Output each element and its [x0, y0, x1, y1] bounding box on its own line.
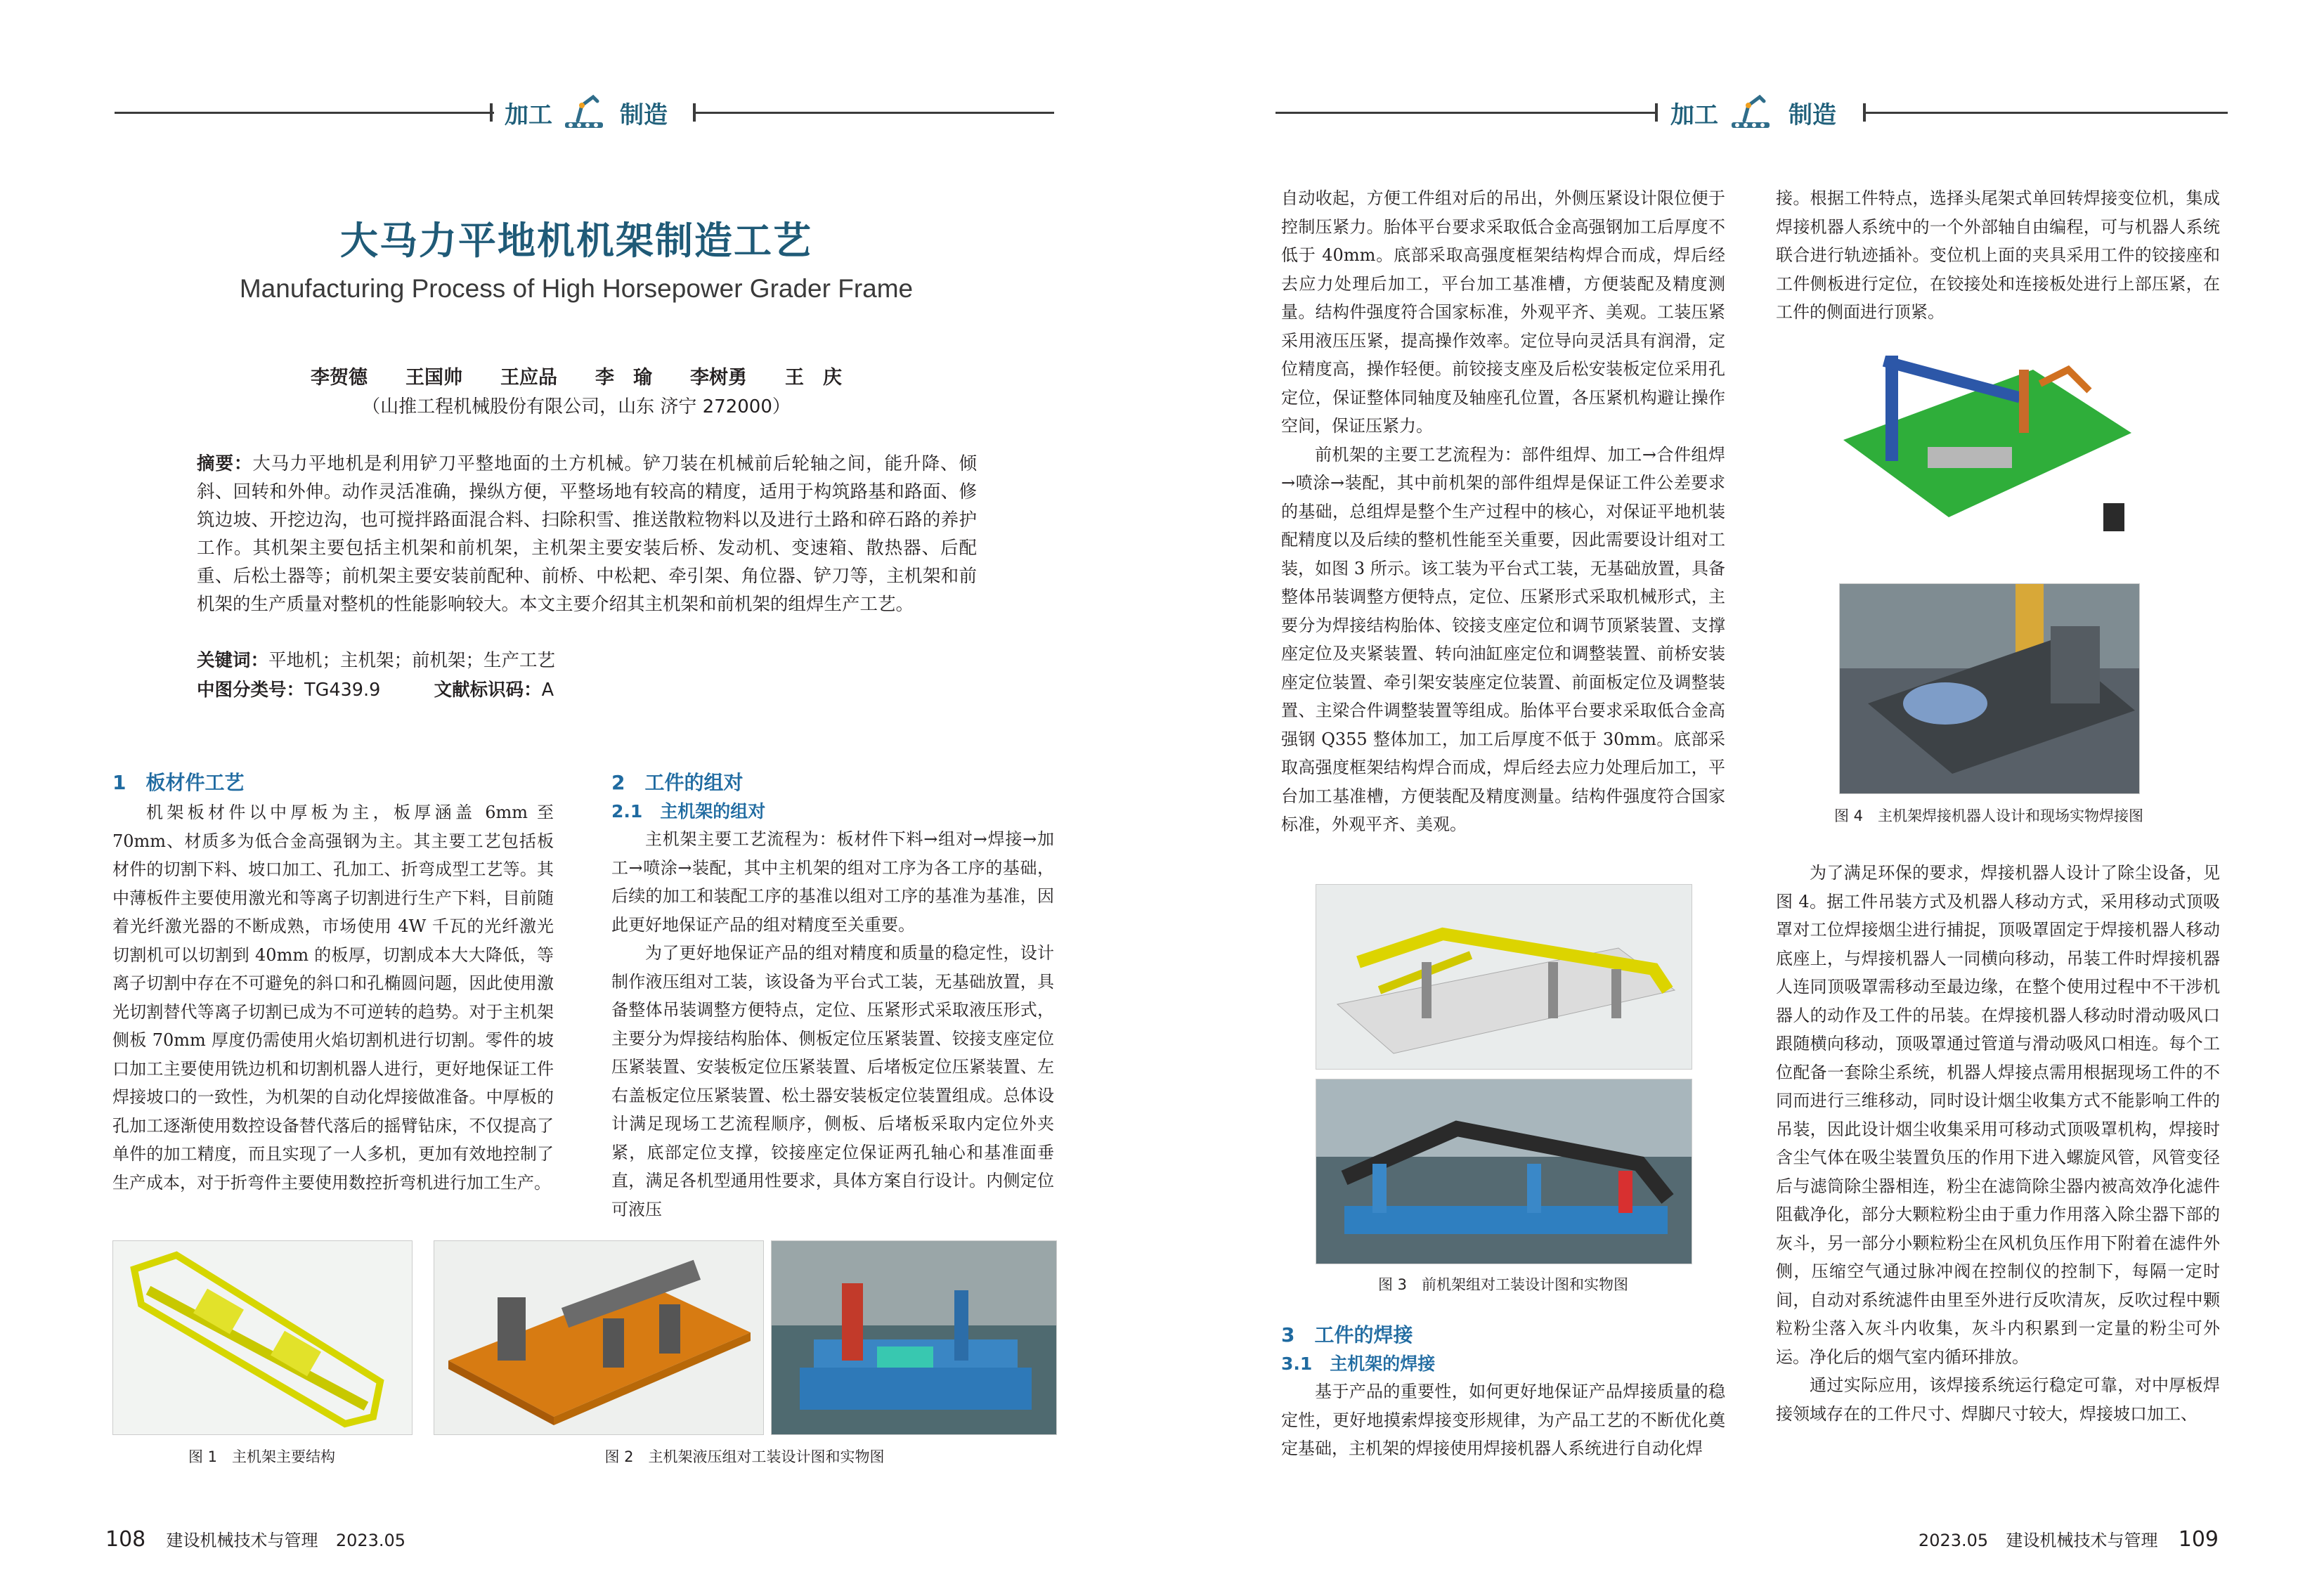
abstract-text: 大马力平地机是利用铲刀平整地面的土方机械。铲刀装在机械前后轮轴之间，能升降、倾斜、回转和外伸。动作灵活准确，操纵方便，平整场地有较高的精度，适用于构筑路基和路面、修筑边坡、开挖边沟，也可搅拌路面混合料、扫除积雪、推送散粒物料以及进行土路和碎石路的养护工作。其机架主要包括主机架和前机架，主机架主要安装后桥、发动机、变速箱、散热器、后配重、后松土器等；前机架主要安装前配种、前桥、中松耙、牵引架、角位器、铲刀等，主机架和前机架的生产质量对整机的性能影响较大。本文主要介绍其主机架和前机架的组焊生产工艺。 [197, 453, 977, 615]
section-2-paragraph-1: 主机架主要工艺流程为：板材件下料→组对→焊接→加工→喷涂→装配，其中主机架的组对工序为各工序的基础，后续的加工和装配工序的基准以组对工序的基准为基准，因此更好地保证产品的组对精度至关重要。 [611, 829, 1054, 935]
figure-4-caption: 图 4 主机架焊接机器人设计和现场实物焊接图 [1833, 807, 2144, 824]
right-col2-paragraph-2: 为了满足环保的要求，焊接机器人设计了除尘设备，见图 4。据工件吊装方式及机器人移动方式，采用移动式顶吸罩对工位焊接烟尘进行捕捉，顶吸罩固定于焊接机器人移动底座上，与焊接机器人一同横向移动，吊装工件时焊接机器人连同顶吸罩需移动至最边缘，在整个使用过程中不干涉机器人的动作及工件的吊装。在焊接机器人移动时滑动吸风口跟随横向移动，顶吸罩通过管道与滑动吸风口相连。每个工位配备一套除尘系统，机器人焊接点需用根据现场工件的不同而进行三维移动，同时设计烟尘收集方式不能影响工件的吊装，因此设计烟尘收集采用可移动式顶吸罩机构，焊接时含尘气体在吸尘装置负压的作用下进入螺旋风管，风管变径后与滤筒除尘器相连，粉尘在滤筒除尘器内被高效净化滤件阻截净化，部分大颗粒粉尘由于重力作用落入除尘器下部的灰斗，另一部分小颗粒粉尘在风机负压作用下附着在滤件外侧，压缩空气通过脉冲阀在控制仪的控制下，每隔一定时间，自动对系统滤件由里至外进行反吹清灰，反吹过程中颗粒粉尘落入灰斗内收集，灰斗内积累到一定量的粉尘可外运。净化后的烟气室内循环排放。 [1776, 863, 2220, 1367]
right-col1-paragraph-1: 自动收起，方便工件组对后的吊出，外侧压紧设计限位便于控制压紧力。胎体平台要求采取低合金高强钢加工后厚度不低于 40mm。底部采取高强度框架结构焊合而成，焊后经去应力处理后加工，平台加工基准槽，方便装配及精度测量。结构件强度符合国家标准，外观平齐、美观。工装压紧采用液压压紧，提高操作效率。定位导向灵活具有润滑，定位精度高，操作轻便。前铰接支座及后松安装板定位采用孔定位，保证整体同轴度及轴座孔位置，各压紧机构避让操作空间，保证压紧力。 [1281, 188, 1725, 436]
left-header-tick [490, 103, 493, 122]
left-journal-name: 建设机械技术与管理 [166, 1531, 318, 1550]
affiliation: （山推工程机械股份有限公司，山东 济宁 272000） [362, 396, 791, 417]
right-header-label-a: 加工 [1670, 101, 1718, 129]
figure-4-photo-image [1839, 583, 2140, 794]
right-col1-paragraph-2: 前机架的主要工艺流程为：部件组焊、加工→合件组焊→喷涂→装配，其中前机架的部件组焊是保证工件公差要求的基础，总组焊是整个生产过程中的核心，对保证平地机装配精度以及后续的整机性能至关重要，因此需要设计组对工装，如图 3 所示。该工装为平台式工装，无基础放置，具备整体吊装调整方便特点，定位、压紧形式采取机械形式，主要分为焊接结构胎体、铰接支座定位和调节顶紧装置、支撑座定位及夹紧装置、转向油缸座定位和调整装置、前桥安装座定位装置、牵引架安装座定位装置、前面板定位及调整装置、主梁合件调整装置等组成。胎体平台要求采取低合金高强钢 Q355 整体加工，加工后厚度不低于 30mm。底部采取高强度框架结构焊合而成，焊后经去应力处理后加工，平台加工基准槽，方便装配及精度测量。结构件强度符合国家标准，外观平齐、美观。 [1281, 444, 1725, 834]
right-issue: 2023.05 [1918, 1531, 1989, 1550]
abstract [197, 450, 977, 618]
robot-arm-icon [1729, 90, 1772, 129]
right-header-tick [1655, 103, 1658, 122]
keywords-text: 平地机；主机架；前机架；生产工艺 [268, 650, 556, 671]
left-header-tick-right [693, 103, 696, 122]
right-col2-paragraph-3: 通过实际应用，该焊接系统运行稳定可靠，对中厚板焊接领域存在的工件尺寸、焊脚尺寸较大，焊接坡口加工、 [1776, 1375, 2220, 1424]
robot-arm-icon [562, 90, 606, 129]
article-title-en: Manufacturing Process of High Horsepower Grader Frame [239, 274, 914, 303]
doc-value: A [541, 680, 554, 701]
figure-3-caption: 图 3 前机架组对工装设计图和实物图 [1377, 1276, 1629, 1293]
figure-2-design-image [434, 1240, 764, 1435]
figure-4-design-image [1836, 342, 2138, 561]
section-2-title: 2 工件的组对 [611, 771, 744, 794]
figure-3-photo-image [1316, 1079, 1692, 1264]
doc-label: 文献标识码： [434, 680, 542, 701]
right-journal-name: 建设机械技术与管理 [2006, 1531, 2158, 1550]
article-title-cn: 大马力平地机机架制造工艺 [340, 219, 812, 263]
left-footer [105, 1526, 405, 1552]
left-header-label-b: 制造 [620, 101, 668, 129]
right-column-1-bottom [1281, 1320, 1725, 1463]
left-header-label-a: 加工 [505, 101, 552, 129]
section-3-paragraph-1: 基于产品的重要性，如何更好地保证产品焊接质量的稳定性，更好地摸索焊接变形规律，为产品工艺的不断优化奠定基础，主机架的焊接使用焊接机器人系统进行自动化焊 [1281, 1382, 1725, 1458]
left-column-2 [611, 767, 1054, 1224]
section-3-1-title: 3.1 主机架的焊接 [1281, 1354, 1436, 1374]
figure-2-photo-image [771, 1240, 1057, 1435]
right-col2-paragraph-1: 接。根据工件特点，选择头尾架式单回转焊接变位机，集成焊接机器人系统中的一个外部轴自由编程，可与机器人系统联合进行轨迹插补。变位机上面的夹具采用工件的铰接座和工件侧板进行定位，在铰接处和连接板处进行上部压紧，在工件的侧面进行顶紧。 [1776, 188, 2220, 322]
authors: 李贺德 王国帅 王应品 李 瑜 李树勇 王 庆 [311, 367, 842, 389]
figure-1-image [112, 1240, 413, 1435]
right-page-number: 109 [2178, 1527, 2219, 1552]
left-column-1 [112, 767, 554, 1197]
right-header-tick-right [1863, 103, 1866, 122]
section-2-paragraph-2: 为了更好地保证产品的组对精度和质量的稳定性，设计制作液压组对工装，该设备为平台式工装，无基础放置，具备整体吊装调整方便特点，定位、压紧形式采取液压形式，主要分为焊接结构胎体、侧板定位压紧装置、铰接支座定位压紧装置、安装板定位压紧装置、后堵板定位压紧装置、左右盖板定位压紧装置、松土器安装板定位装置组成。总体设计满足现场工艺流程顺序，侧板、后堵板采取内定位外夹紧，底部定位支撑，铰接座定位保证两孔轴心和基准面垂直，满足各机型通用性要求，具体方案自行设计。内侧定位可液压 [611, 943, 1054, 1219]
right-column-1 [1281, 184, 1725, 839]
left-header-rule-right [696, 112, 1054, 114]
right-footer [1919, 1526, 2219, 1552]
right-column-2 [1776, 184, 2220, 327]
right-header-label-b: 制造 [1789, 101, 1836, 129]
abstract-label: 摘要： [197, 453, 253, 474]
clc-value: TG439.9 [304, 680, 381, 701]
section-2-1-title: 2.1 主机架的组对 [611, 801, 766, 822]
keywords [197, 647, 977, 675]
right-column-2-bottom [1776, 859, 2220, 1428]
section-1-paragraph: 机架板材件以中厚板为主，板厚涵盖 6mm 至 70mm、材质多为低合金高强钢为主。其主要工艺包括板材件的切割下料、坡口加工、孔加工、折弯成型工艺等。其中薄板件主要使用激光和等离子切割进行生产下料，目前随着光纤激光器的不断成熟，市场使用 4W 千瓦的光纤激光切割机可以切割到 40mm 的板厚，切割成本大大降低，等离子切割中存在不可避免的斜口和孔椭圆问题，因此使用激光切割替代等离子切割已成为不可逆转的趋势。对于主机架侧板 70mm 厚度仍需使用火焰切割机进行切割。零件的坡口加工主要使用铣边机和切割机器人进行，更好地保证工件焊接坡口的一致性，为机架的自动化焊接做准备。中厚板的孔加工逐渐使用数控设备替代落后的摇臂钻床，不仅提高了单件的加工精度，而且实现了一人多机，更加有效地控制了生产成本，对于折弯件主要使用数控折弯机进行加工生产。 [112, 803, 554, 1193]
clc-label: 中图分类号： [197, 680, 305, 701]
section-1-title: 1 板材件工艺 [112, 771, 245, 794]
section-3-title: 3 工件的焊接 [1281, 1323, 1413, 1346]
figure-1-caption: 图 1 主机架主要结构 [188, 1448, 336, 1465]
left-page-number: 108 [105, 1527, 146, 1552]
classification [197, 676, 977, 704]
left-header-rule [115, 112, 494, 114]
right-header-rule-right [1866, 112, 2228, 114]
keywords-label: 关键词： [197, 650, 269, 671]
figure-2-caption: 图 2 主机架液压组对工装设计图和实物图 [604, 1448, 885, 1465]
figure-3-design-image [1316, 884, 1692, 1070]
left-issue: 2023.05 [335, 1531, 406, 1550]
right-header-rule [1275, 112, 1655, 114]
